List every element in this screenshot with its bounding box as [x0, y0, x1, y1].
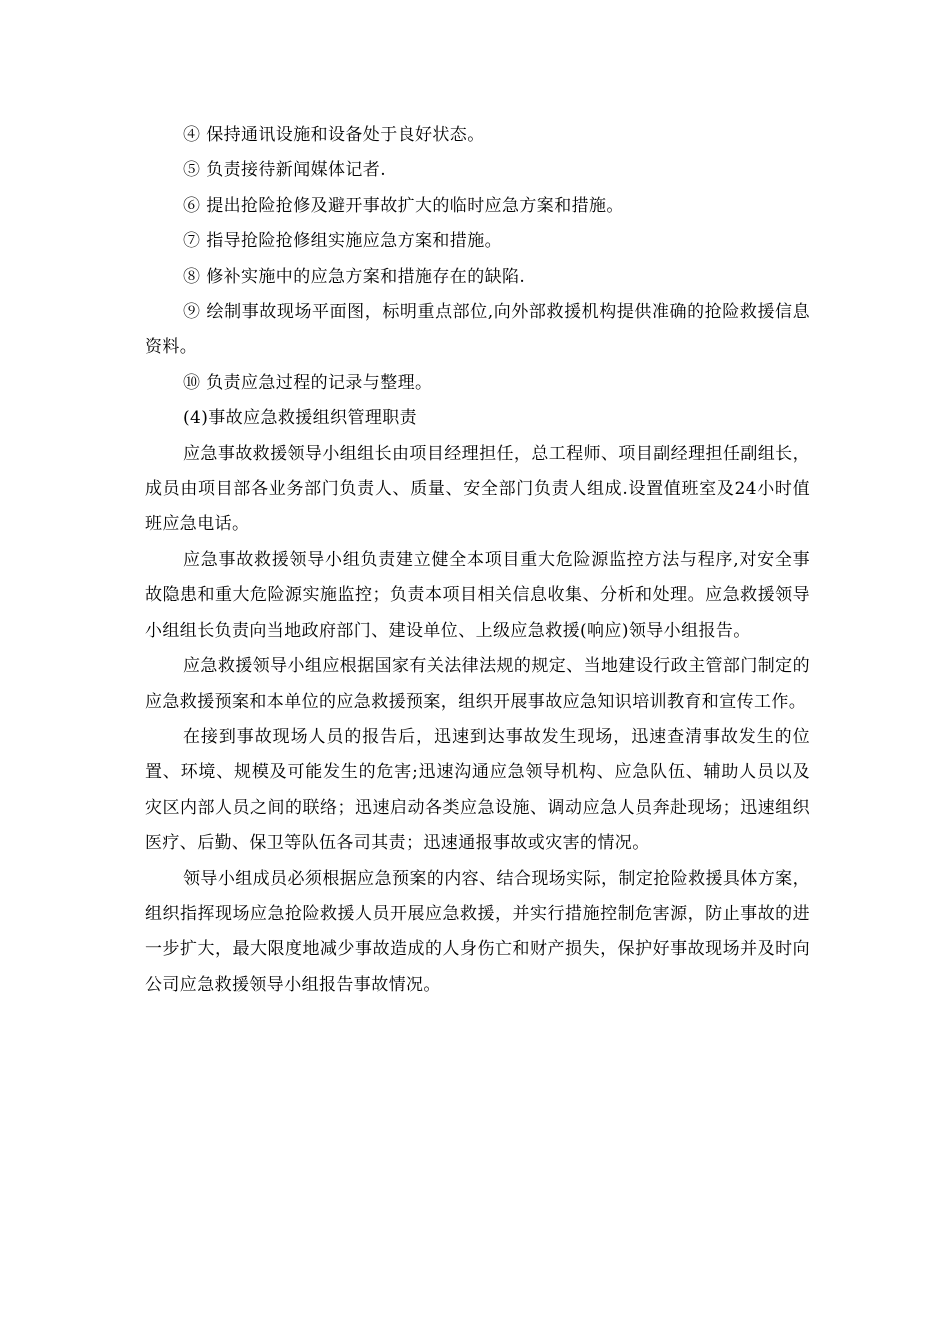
- list-item-9: ⑨ 绘制事故现场平面图，标明重点部位,向外部救援机构提供准确的抢险救援信息资料。: [145, 302, 810, 358]
- section-heading: (4)事故应急救援组织管理职责: [183, 408, 418, 429]
- list-item-10: ⑩ 负责应急过程的记录与整理。: [183, 372, 433, 393]
- body-paragraph: 领导小组成员必须根据应急预案的内容、结合现场实际，制定抢险救援具体方案，组织指挥现场应急抢险救援人员开展应急救援，并实行措施控制危害源，防止事故的进一步扩大，最大限度地减少事故造成的人身伤亡和财产损失，保护好事故现场并及时向公司应急救援领导小组报告事故情况。: [145, 868, 810, 995]
- body-paragraph: 应急事故救援领导小组组长由项目经理担任，总工程师、项目副经理担任副组长，成员由项目部各业务部门负责人、质量、安全部门负责人组成.设置值班室及24小时值班应急电话。: [145, 443, 810, 535]
- document-body: [145, 118, 810, 1003]
- list-item-7: ⑦ 指导抢险抢修组实施应急方案和措施。: [183, 231, 503, 252]
- body-paragraph: 应急救援领导小组应根据国家有关法律法规的规定、当地建设行政主管部门制定的应急救援预案和本单位的应急救援预案，组织开展事故应急知识培训教育和宣传工作。: [145, 656, 810, 712]
- list-item-6: ⑥ 提出抢险抢修及避开事故扩大的临时应急方案和措施。: [183, 195, 624, 216]
- body-paragraph: 在接到事故现场人员的报告后，迅速到达事故发生现场，迅速查清事故发生的位置、环境、规模及可能发生的危害;迅速沟通应急领导机构、应急队伍、辅助人员以及灾区内部人员之间的联络；迅速启动各类应急设施、调动应急人员奔赴现场；迅速组织医疗、后勤、保卫等队伍各司其责；迅速通报事故或灾害的情况。: [145, 726, 810, 854]
- list-item-8: ⑧ 修补实施中的应急方案和措施存在的缺陷.: [183, 266, 526, 287]
- list-item-5: ⑤ 负责接待新闻媒体记者.: [183, 160, 387, 181]
- body-paragraph: 应急事故救援领导小组负责建立健全本项目重大危险源监控方法与程序,对安全事故隐患和重大危险源实施监控；负责本项目相关信息收集、分析和处理。应急救援领导小组组长负责向当地政府部门、建设单位、上级应急救援(响应)领导小组报告。: [145, 549, 810, 641]
- list-item-4: ④ 保持通讯设施和设备处于良好状态。: [183, 125, 485, 145]
